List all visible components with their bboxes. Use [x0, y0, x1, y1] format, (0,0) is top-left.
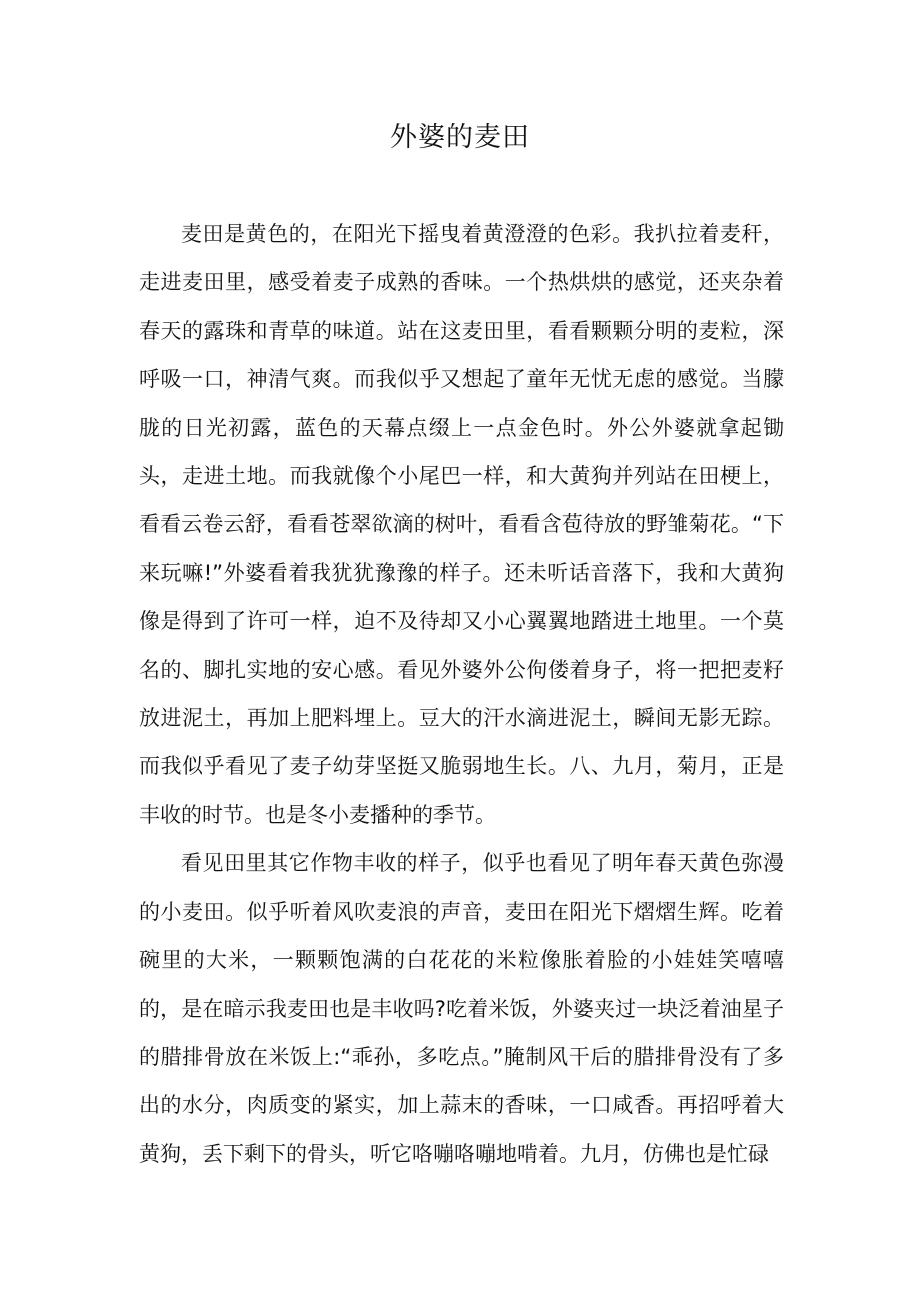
paragraph-2: 看见田里其它作物丰收的样子，似乎也看见了明年春天黄色弥漫的小麦田。似乎听着风吹麦浪的声音，麦田在阳光下熠熠生辉。吃着碗里的大米，一颗颗饱满的白花花的米粒像胀着脸的小娃娃笑嘻嘻的，是在暗示我麦田也是丰收吗?吃着米饭，外婆夹过一块泛着油星子的腊排骨放在米饭上:“乖孙，多吃点。”腌制风干后的腊排骨没有了多出的水分，肉质变的紧实，加上蒜末的香味，一口咸香。再招呼着大黄狗，丢下剩下的骨头，听它咯嘣咯嘣地啃着。九月，仿佛也是忙碌 [139, 851, 784, 1166]
document-body [139, 210, 784, 1178]
document-title: 外婆的麦田 [390, 122, 530, 153]
paragraph-1: 麦田是黄色的，在阳光下摇曳着黄澄澄的色彩。我扒拉着麦秆，走进麦田里，感受着麦子成熟的香味。一个热烘烘的感觉，还夹杂着春天的露珠和青草的味道。站在这麦田里，看看颗颗分明的麦粒，深呼吸一口，神清气爽。而我似乎又想起了童年无忧无虑的感觉。当朦胧的日光初露，蓝色的天幕点缀上一点金色时。外公外婆就拿起锄头，走进土地。而我就像个小尾巴一样，和大黄狗并列站在田梗上，看看云卷云舒，看看苍翠欲滴的树叶，看看含苞待放的野雏菊花。“下来玩嘛!”外婆看着我犹犹豫豫的样子。还未听话音落下，我和大黄狗像是得到了许可一样，迫不及待却又小心翼翼地踏进土地里。一个莫名的、脚扎实地的安心感。看见外婆外公佝偻着身子，将一把把麦籽放进泥土，再加上肥料埋上。豆大的汗水滴进泥土，瞬间无影无踪。而我似乎看见了麦子幼芽坚挺又脆弱地生长。八、九月，菊月，正是丰收的时节。也是冬小麦播种的季节。 [139, 222, 784, 827]
